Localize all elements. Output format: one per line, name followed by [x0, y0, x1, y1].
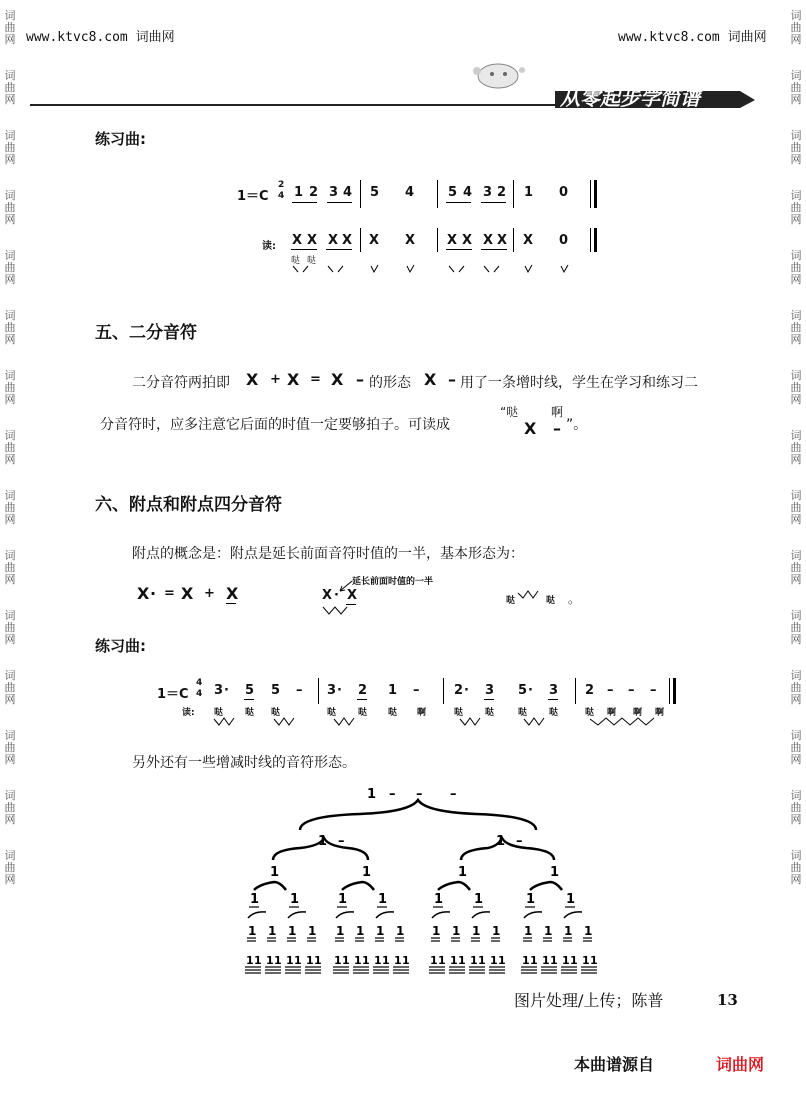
- syllable: 啊: [607, 708, 617, 718]
- tree-node: 1: [550, 954, 558, 967]
- dash: –: [628, 683, 635, 698]
- tree-node: 1: [490, 954, 498, 967]
- section5-line1-b: 的形态: [369, 375, 411, 391]
- dot: ·: [224, 683, 229, 698]
- tree-node: 1: [496, 834, 506, 849]
- tree-node: 1: [564, 924, 573, 938]
- practice-label-2: 练习曲:: [95, 637, 146, 655]
- practice-label-1: 练习曲:: [95, 130, 146, 148]
- tree-node: 1: [524, 924, 533, 938]
- syllable: 啊: [417, 708, 427, 718]
- note: 3: [483, 185, 493, 200]
- syllable: 哒: [506, 596, 516, 606]
- note: 1: [388, 683, 398, 698]
- dash: –: [448, 370, 456, 389]
- syllable: 啊: [633, 708, 643, 718]
- read-label: 读:: [182, 708, 195, 718]
- watermark-block: 词 曲 网: [4, 129, 16, 166]
- tree-node: 1: [362, 954, 370, 967]
- syllable: 哒: [546, 596, 556, 606]
- tree-node: 1: [478, 954, 486, 967]
- plus-sign: +: [270, 372, 281, 387]
- watermark-block: 词 曲 网: [790, 129, 802, 166]
- tree-node: 1: [530, 954, 538, 967]
- tree-node: 1: [306, 954, 314, 967]
- syllable: 哒: [291, 256, 301, 266]
- watermark-block: 词 曲 网: [4, 669, 16, 706]
- note: 5: [271, 683, 281, 698]
- watermark-block: 词 曲 网: [790, 609, 802, 646]
- watermark-block: 词 曲 网: [4, 249, 16, 286]
- tree-node: 1: [544, 924, 553, 938]
- watermark-block: 词 曲 网: [790, 9, 802, 46]
- note: 5: [245, 683, 255, 698]
- beat-waves: [210, 714, 670, 730]
- tree-node: 1: [356, 924, 365, 938]
- meter-bottom: 4: [278, 191, 285, 201]
- tree-node: 1: [314, 954, 322, 967]
- site-url-right[interactable]: www.ktvc8.com 词曲网: [618, 30, 767, 45]
- rhythm-x: X: [369, 233, 380, 248]
- tree-node: 1: [354, 954, 362, 967]
- rhythm-x: X: [328, 233, 339, 248]
- dash: –: [650, 683, 657, 698]
- rhythm-x: X: [447, 233, 458, 248]
- watermark-block: 词 曲 网: [4, 69, 16, 106]
- tree-node: 1: [542, 954, 550, 967]
- rhythm-x: X: [287, 370, 300, 389]
- watermark-block: 词 曲 网: [4, 369, 16, 406]
- watermark-block: 词 曲 网: [790, 189, 802, 226]
- tree-node: 1: [270, 865, 280, 880]
- rhythm-x: X: [322, 588, 333, 603]
- tree-node: 1: [432, 924, 441, 938]
- watermark-block: 词 曲 网: [4, 609, 16, 646]
- tree-node: 1: [362, 865, 372, 880]
- rhythm-x: X: [483, 233, 494, 248]
- rhythm-x: X: [524, 419, 537, 438]
- annotation-arrows: [320, 574, 370, 620]
- rhythm-x: X: [462, 233, 473, 248]
- rhythm-x: X: [331, 370, 344, 389]
- tree-node: 1: [498, 954, 506, 967]
- tree-node: 1: [288, 924, 297, 938]
- tree-node: 1: [396, 924, 405, 938]
- tree-dash: –: [338, 834, 345, 849]
- watermark-block: 词 曲 网: [4, 549, 16, 586]
- watermark-block: 词 曲 网: [4, 729, 16, 766]
- rhythm-x: X: [424, 370, 437, 389]
- syllable: 哒: [585, 708, 595, 718]
- tree-node: 1: [266, 954, 274, 967]
- watermark-block: 词 曲 网: [4, 309, 16, 346]
- note: 2: [497, 185, 507, 200]
- tree-node: 1: [338, 892, 348, 907]
- tree-node: 1: [452, 924, 461, 938]
- tree-node: 1: [336, 924, 345, 938]
- note: 3: [327, 683, 337, 698]
- tree-node: 1: [402, 954, 410, 967]
- note: 5: [448, 185, 458, 200]
- syllable: 哒: [454, 708, 464, 718]
- equals-sign: =: [164, 586, 175, 601]
- syllable: 哒: [388, 708, 398, 718]
- meter-top: 2: [278, 180, 285, 190]
- note: 2: [454, 683, 464, 698]
- section6-para: 附点的概念是：附点是延长前面音符时值的一半，基本形态为：: [132, 546, 524, 562]
- tree-node: 1: [472, 924, 481, 938]
- watermark-block: 词 曲 网: [790, 309, 802, 346]
- tree-node: 1: [590, 954, 598, 967]
- dot: ·: [464, 683, 469, 698]
- dash: –: [553, 419, 561, 438]
- plus-sign: +: [204, 586, 215, 601]
- rhythm-x: X: [181, 584, 194, 603]
- tree-node: 1: [526, 892, 536, 907]
- dot: ·: [334, 588, 339, 603]
- watermark-block: 词 曲 网: [790, 69, 802, 106]
- key-signature: 1＝C: [157, 687, 189, 702]
- rhythm-zero: 0: [559, 233, 569, 248]
- tree-node: 1: [382, 954, 390, 967]
- tree-node: 1: [492, 924, 501, 938]
- rhythm-x: X: [246, 370, 259, 389]
- section5-title: 五、二分音符: [95, 323, 197, 343]
- watermark-block: 词 曲 网: [790, 549, 802, 586]
- syllable: 哒: [245, 708, 255, 718]
- tree-node: 1: [566, 892, 576, 907]
- tree-node: 1: [342, 954, 350, 967]
- syllable: 哒: [549, 708, 559, 718]
- tree-node: 1: [522, 954, 530, 967]
- note: 5: [370, 185, 380, 200]
- dot: ·: [528, 683, 533, 698]
- tree-node: 1: [308, 924, 317, 938]
- section5-line1-a: 二分音符两拍即: [132, 375, 230, 391]
- tree-node: 1: [274, 954, 282, 967]
- rhythm-x: X: [137, 584, 150, 603]
- note: 2: [358, 683, 368, 698]
- site-url-left[interactable]: www.ktvc8.com 词曲网: [26, 30, 175, 45]
- heart-logo-icon: [473, 64, 525, 88]
- watermark-block: 词 曲 网: [790, 729, 802, 766]
- rhythm-x: X: [405, 233, 416, 248]
- tree-dash: –: [389, 787, 396, 802]
- tree-node: 1: [334, 954, 342, 967]
- meter-top: 4: [196, 678, 203, 688]
- tree-node: 1: [376, 924, 385, 938]
- tree-node: 1: [290, 892, 300, 907]
- tree-node: 1: [582, 954, 590, 967]
- tree-node: 1: [430, 954, 438, 967]
- tree-node: 1: [394, 954, 402, 967]
- note: 0: [559, 185, 569, 200]
- extra-text: 另外还有一些增减时线的音符形态。: [132, 755, 356, 771]
- end-mark: 。: [568, 592, 581, 606]
- tree-node: 1: [450, 954, 458, 967]
- section5-line2-b: ”。: [566, 417, 588, 433]
- rhythm-x: X: [342, 233, 353, 248]
- note: 1: [524, 185, 534, 200]
- page-number: 13: [717, 991, 738, 1009]
- rhythm-x: X: [226, 584, 239, 603]
- header-banner: [30, 58, 760, 113]
- note: 2: [309, 185, 319, 200]
- tree-node: 1: [562, 954, 570, 967]
- syllable: 哒: [271, 708, 281, 718]
- section5-line2-a: 分音符时，应多注意它后面的时值一定要够拍子。可读成: [100, 417, 450, 433]
- dash: –: [413, 683, 420, 698]
- tree-node: 1: [374, 954, 382, 967]
- key-signature: 1＝C: [237, 189, 269, 204]
- read-da: “哒: [500, 405, 519, 419]
- syllable: 哒: [327, 708, 337, 718]
- note-duration-tree: [240, 778, 620, 978]
- rhythm-x: X: [497, 233, 508, 248]
- tree-node: 1: [248, 924, 257, 938]
- meter-bottom: 4: [196, 689, 203, 699]
- note: 3: [329, 185, 339, 200]
- tree-node: 1: [367, 787, 377, 802]
- tree-node: 1: [286, 954, 294, 967]
- syllable: 哒: [358, 708, 368, 718]
- watermark-block: 词 曲 网: [790, 789, 802, 826]
- note: 4: [463, 185, 473, 200]
- watermark-block: 词 曲 网: [4, 9, 16, 46]
- tree-node: 1: [378, 892, 388, 907]
- dash: –: [296, 683, 303, 698]
- tree-node: 1: [434, 892, 444, 907]
- rhythm-x: X: [292, 233, 303, 248]
- credit: 图片处理/上传；陈普: [514, 991, 664, 1010]
- note: 3: [485, 683, 495, 698]
- watermark-block: 词 曲 网: [790, 669, 802, 706]
- footer-source: 本曲谱源自: [574, 1055, 655, 1074]
- section5-line1-c: 用了一条增时线，学生在学习和练习二: [460, 375, 698, 391]
- tree-node: 1: [294, 954, 302, 967]
- note: 1: [294, 185, 304, 200]
- equals-sign: =: [310, 372, 321, 387]
- note: 3: [214, 683, 224, 698]
- note: 4: [405, 185, 415, 200]
- watermark-block: 词 曲 网: [790, 429, 802, 466]
- watermark-block: 词 曲 网: [4, 429, 16, 466]
- beat-arrows: [285, 262, 585, 278]
- tree-node: 1: [268, 924, 277, 938]
- note: 5: [518, 683, 528, 698]
- watermark-block: 词 曲 网: [4, 789, 16, 826]
- tree-node: 1: [246, 954, 254, 967]
- tree-node: 1: [318, 834, 328, 849]
- watermark-block: 词 曲 网: [4, 189, 16, 226]
- note: 3: [549, 683, 559, 698]
- tree-dash: –: [416, 787, 423, 802]
- tree-node: 1: [550, 865, 560, 880]
- read-label: 读:: [262, 241, 276, 252]
- watermark-block: 词 曲 网: [790, 369, 802, 406]
- dash: –: [356, 370, 364, 389]
- watermark-block: 词 曲 网: [790, 849, 802, 886]
- watermark-block: 词 曲 网: [4, 489, 16, 526]
- syllable: 哒: [485, 708, 495, 718]
- tree-node: 1: [470, 954, 478, 967]
- footer-brand-link[interactable]: 词曲网: [716, 1055, 765, 1074]
- tree-node: 1: [474, 892, 484, 907]
- dot: ·: [337, 683, 342, 698]
- tree-node: 1: [438, 954, 446, 967]
- syllable: 啊: [655, 708, 665, 718]
- banner-title: 从零起步学简谱: [560, 86, 700, 110]
- tree-dash: –: [450, 787, 457, 802]
- tree-node: 1: [250, 892, 260, 907]
- watermark-block: 词 曲 网: [4, 849, 16, 886]
- watermark-block: 词 曲 网: [790, 249, 802, 286]
- rhythm-x: X: [307, 233, 318, 248]
- tree-dash: –: [516, 834, 523, 849]
- syllable: 哒: [307, 256, 317, 266]
- syllable: 哒: [518, 708, 528, 718]
- read-a: 啊: [551, 405, 564, 419]
- note: 2: [585, 683, 595, 698]
- tree-node: 1: [570, 954, 578, 967]
- rhythm-x: X: [347, 588, 358, 603]
- tree-node: 1: [458, 954, 466, 967]
- beat-wave-icon: [516, 586, 546, 602]
- tree-node: 1: [254, 954, 262, 967]
- annotation: 延长前面时值的一半: [352, 577, 434, 587]
- watermark-block: 词 曲 网: [790, 489, 802, 526]
- dot: ·: [150, 584, 157, 603]
- rhythm-x: X: [523, 233, 534, 248]
- dash: –: [607, 683, 614, 698]
- syllable: 哒: [214, 708, 224, 718]
- section6-title: 六、附点和附点四分音符: [95, 495, 282, 515]
- note: 4: [343, 185, 353, 200]
- tree-node: 1: [584, 924, 593, 938]
- tree-node: 1: [458, 865, 468, 880]
